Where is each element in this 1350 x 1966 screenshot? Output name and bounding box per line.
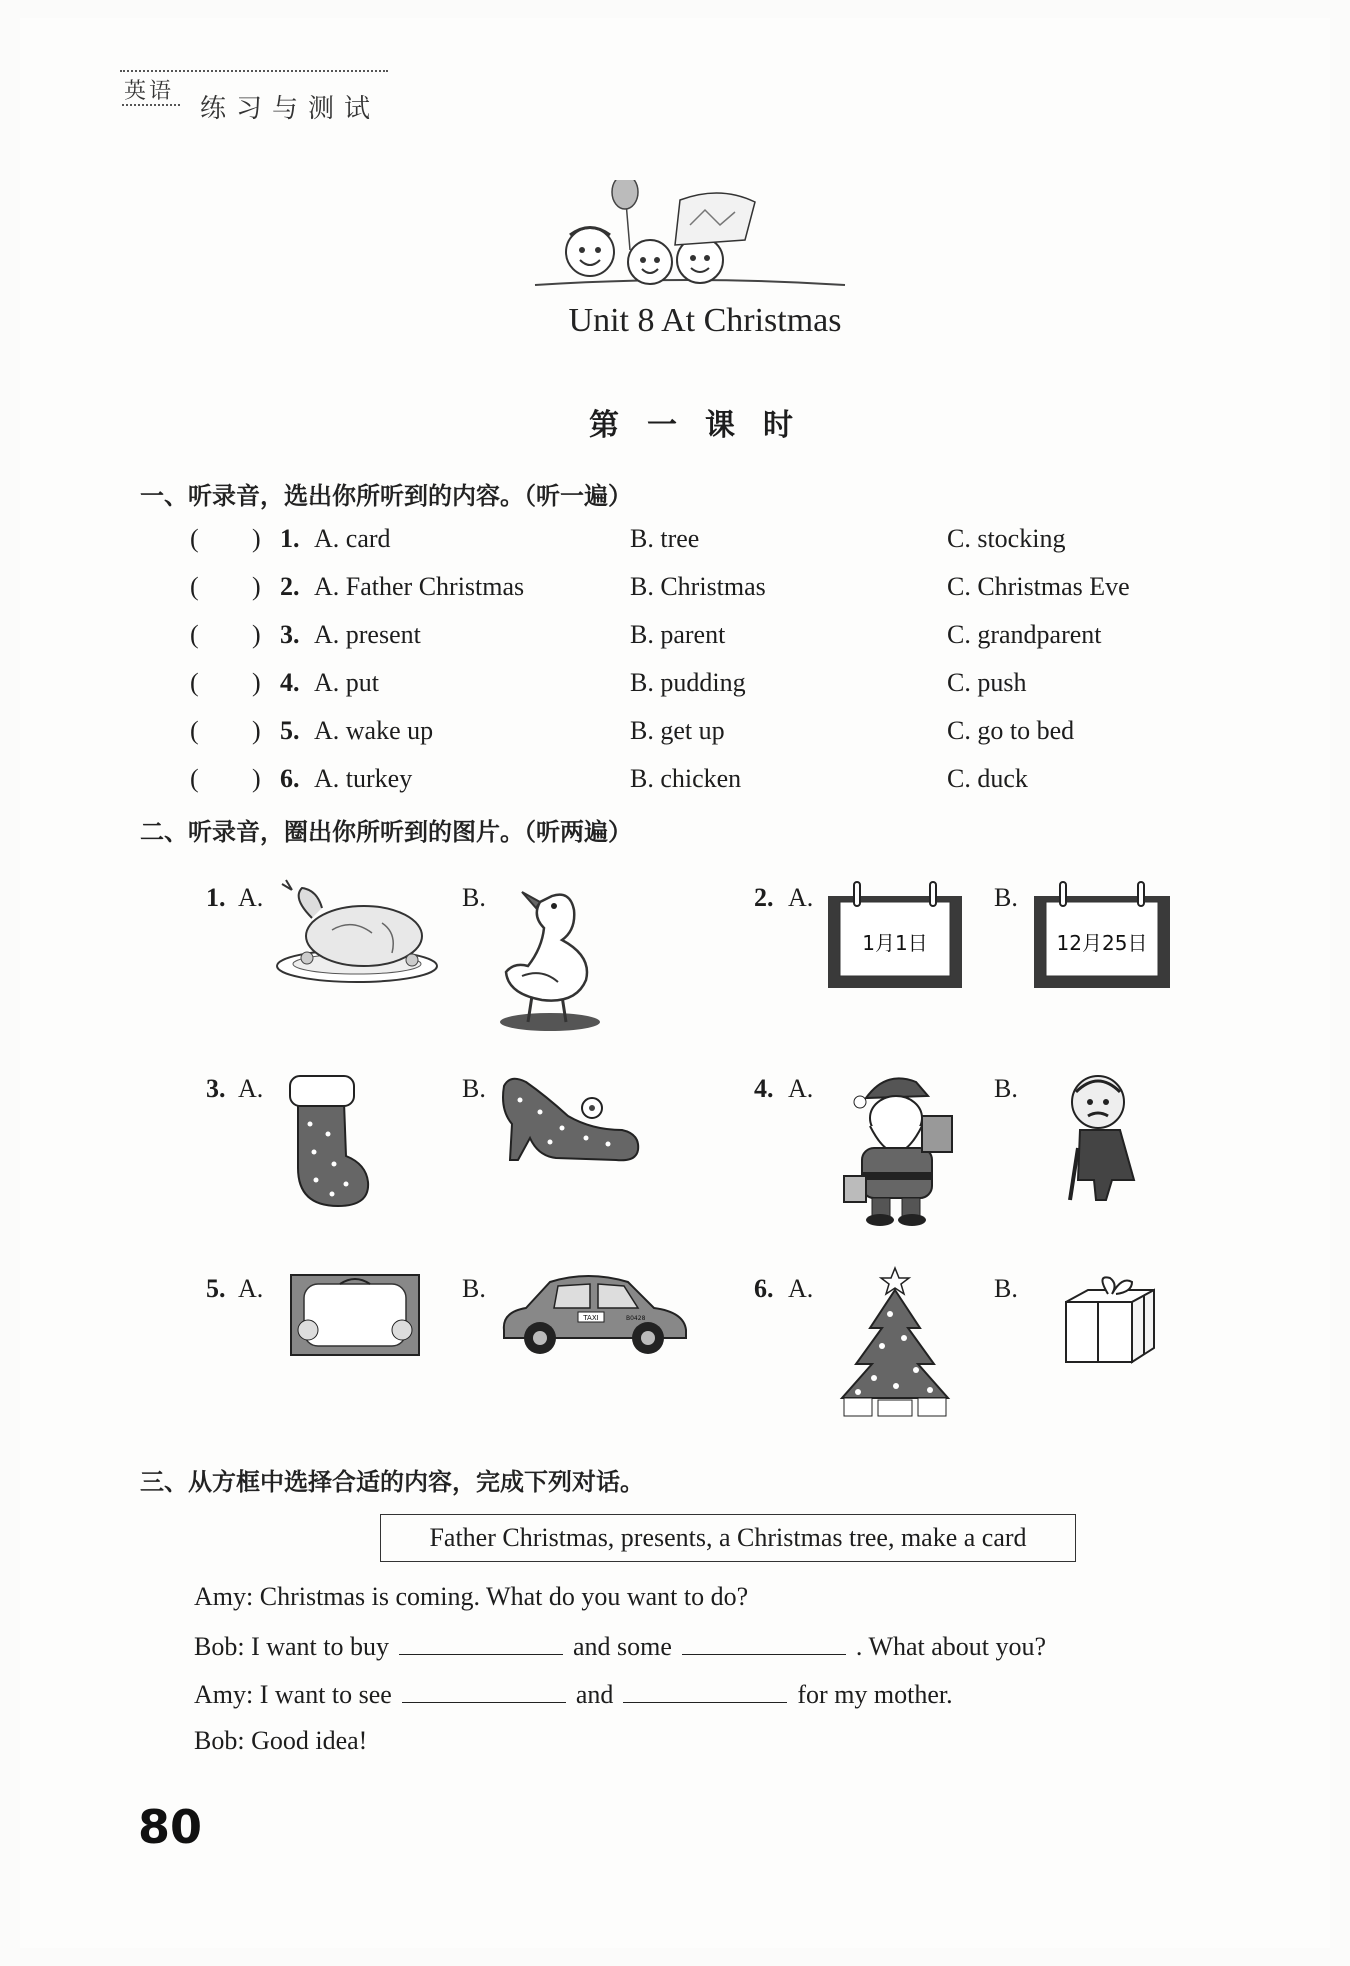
question-number: 5. <box>206 1274 226 1303</box>
calendar-christmas-picture[interactable] <box>1032 880 1172 992</box>
option-a-label: A. <box>238 883 264 912</box>
answer-paren-right[interactable]: ) <box>252 524 261 553</box>
christmas-card-picture[interactable] <box>290 1274 420 1356</box>
option-b: B. get up <box>630 716 725 745</box>
dialogue-line: Amy: I want to see and for my mother. <box>194 1680 953 1709</box>
question-number: 2. <box>754 883 774 912</box>
unit-title: Unit 8 At Christmas <box>568 302 842 339</box>
question-number: 5. <box>280 716 300 745</box>
question-number: 3. <box>206 1074 226 1103</box>
option-c: C. grandparent <box>947 620 1102 649</box>
taxi-car-picture[interactable] <box>498 1272 690 1358</box>
answer-paren-right[interactable]: ) <box>252 572 261 601</box>
part1-question-row <box>190 524 1190 564</box>
answer-paren-left: ( <box>190 716 199 745</box>
option-c: C. push <box>947 668 1027 697</box>
option-b-label: B. <box>994 1074 1018 1103</box>
question-number: 1. <box>280 524 300 553</box>
roast-turkey-picture[interactable] <box>272 878 442 988</box>
header-dotted-line <box>120 70 388 72</box>
header-subject-underline <box>122 104 180 106</box>
option-a-label: A. <box>788 883 814 912</box>
option-a: A. turkey <box>314 764 413 793</box>
christmas-stocking-picture[interactable] <box>286 1072 376 1212</box>
option-a: A. present <box>314 620 421 649</box>
answer-blank[interactable] <box>682 1630 846 1655</box>
part1-question-row <box>190 764 1190 804</box>
question-number: 1. <box>206 883 226 912</box>
answer-paren-right[interactable]: ) <box>252 716 261 745</box>
option-a: A. put <box>314 668 379 697</box>
header-subject: 英语 <box>124 79 175 104</box>
part1-instruction: 一、听录音，选出你所听到的内容。（听一遍） <box>140 482 632 510</box>
option-c: C. go to bed <box>947 716 1075 745</box>
father-christmas-picture[interactable] <box>836 1068 960 1228</box>
option-a-label: A. <box>788 1274 814 1303</box>
calendar-a-date: 1月1日 <box>862 931 928 955</box>
part1-question-row <box>190 668 1190 708</box>
question-number: 3. <box>280 620 300 649</box>
question-number: 2. <box>280 572 300 601</box>
option-a: A. Father Christmas <box>314 572 525 601</box>
option-a-label: A. <box>238 1074 264 1103</box>
option-b: B. parent <box>630 620 726 649</box>
christmas-tree-picture[interactable] <box>834 1266 956 1418</box>
option-b-label: B. <box>462 1074 486 1103</box>
option-b-label: B. <box>462 1274 486 1303</box>
part1-question-row <box>190 620 1190 660</box>
option-b-label: B. <box>994 1274 1018 1303</box>
option-a: A. card <box>314 524 391 553</box>
answer-paren-right[interactable]: ) <box>252 764 261 793</box>
option-b: B. pudding <box>630 668 746 697</box>
dialogue-line: Bob: I want to buy and some . What about you? <box>194 1632 1047 1661</box>
answer-blank[interactable] <box>399 1630 563 1655</box>
option-a-label: A. <box>238 1274 264 1303</box>
question-number: 4. <box>754 1074 774 1103</box>
part1-question-row <box>190 716 1190 756</box>
answer-paren-left: ( <box>190 572 199 601</box>
duck-picture[interactable] <box>492 876 612 1032</box>
option-b: B. Christmas <box>630 572 766 601</box>
option-b: B. chicken <box>630 764 742 793</box>
car-plate: B0428 <box>626 1315 646 1322</box>
option-a-label: A. <box>788 1074 814 1103</box>
option-b-label: B. <box>462 883 486 912</box>
word-box: Father Christmas, presents, a Christmas tree, make a card <box>380 1514 1076 1562</box>
question-number: 4. <box>280 668 300 697</box>
answer-paren-right[interactable]: ) <box>252 620 261 649</box>
taxi-sign: TAXI <box>583 1314 599 1322</box>
answer-paren-right[interactable]: ) <box>252 668 261 697</box>
high-heel-shoe-picture[interactable] <box>496 1072 642 1172</box>
page-number: 80 <box>138 1800 203 1854</box>
answer-paren-left: ( <box>190 620 199 649</box>
option-c: C. duck <box>947 764 1028 793</box>
answer-blank[interactable] <box>402 1678 566 1703</box>
header-book-title: 练习与测试 <box>200 94 381 124</box>
question-number: 6. <box>280 764 300 793</box>
answer-blank[interactable] <box>623 1678 787 1703</box>
part2-instruction: 二、听录音，圈出你所听到的图片。（听两遍） <box>140 818 632 846</box>
option-b: B. tree <box>630 524 700 553</box>
lesson-title: 第一课时 <box>589 408 821 443</box>
calendar-b-date: 12月25日 <box>1056 931 1148 955</box>
grandfather-picture[interactable] <box>1060 1068 1146 1204</box>
answer-paren-left: ( <box>190 764 199 793</box>
answer-paren-left: ( <box>190 524 199 553</box>
present-box-picture[interactable] <box>1060 1274 1160 1366</box>
dialogue-line: Amy: Christmas is coming. What do you want to do? <box>194 1582 749 1611</box>
option-c: C. stocking <box>947 524 1066 553</box>
part1-question-row <box>190 572 1190 612</box>
option-b-label: B. <box>994 883 1018 912</box>
part3-instruction: 三、从方框中选择合适的内容，完成下列对话。 <box>140 1468 644 1496</box>
children-banner-illustration <box>530 180 850 300</box>
calendar-new-year-picture[interactable] <box>826 880 964 992</box>
option-a: A. wake up <box>314 716 434 745</box>
question-number: 6. <box>754 1274 774 1303</box>
option-c: C. Christmas Eve <box>947 572 1130 601</box>
answer-paren-left: ( <box>190 668 199 697</box>
dialogue-line: Bob: Good idea! <box>194 1726 368 1755</box>
